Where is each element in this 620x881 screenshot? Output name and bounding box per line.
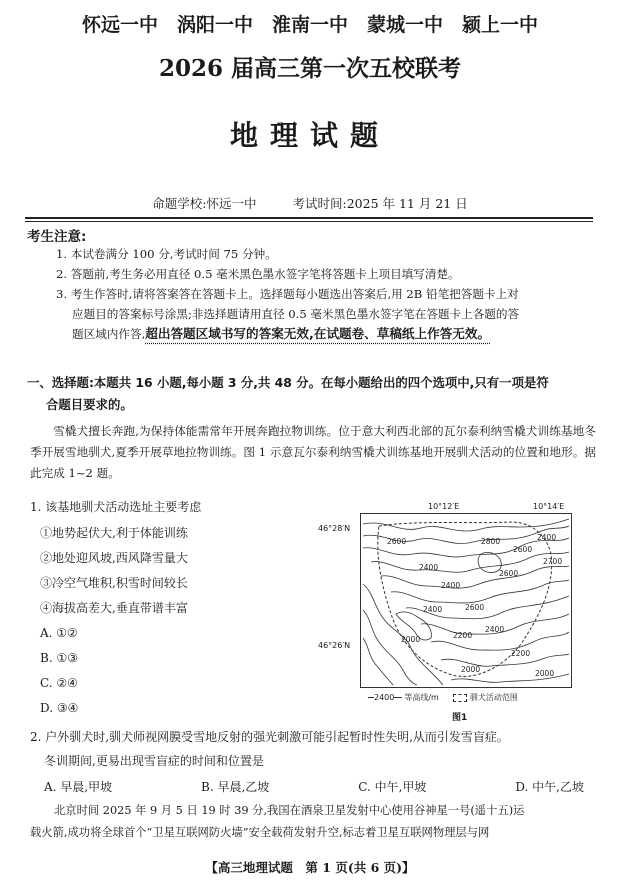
contour-label: 2000 — [535, 669, 555, 678]
exam-title: 2026 届高三第一次五校联考 — [158, 55, 462, 82]
contour-label: 2000 — [401, 635, 421, 644]
q1-stem: 1. 该基地驯犬活动选址主要考虑 — [30, 500, 202, 514]
q1-item: ④海拔高差大,垂直带谱丰富 — [40, 601, 188, 615]
contour-label: 2200 — [511, 649, 531, 658]
note-item: 2. 答题前,考生务必用直径 0.5 毫米黑色墨水签字笔将答题卡上项目填写清楚。 — [56, 267, 460, 281]
contour-label: 2200 — [453, 631, 473, 640]
note-emphasis: 超出答题区域书写的答案无效,在试题卷、草稿纸上作答无效。 — [145, 326, 491, 341]
subject-title: 地理试题 — [229, 119, 390, 152]
q2-stem: 2. 户外驯犬时,驯犬师视网膜受雪地反射的强光刺激可能引起暂时性失明,从而引发雪盲症。 — [30, 730, 509, 744]
contour-label: 2400 — [485, 625, 505, 634]
q1-option-b: B. ①③ — [40, 651, 78, 665]
notes-title: 考生注意: — [27, 229, 87, 245]
contour-label: 2600 — [387, 537, 407, 546]
header-rule-thick — [25, 217, 593, 219]
contour-label: 2000 — [461, 665, 481, 674]
note-item: 3. 考生作答时,请将答案答在答题卡上。选择题每小题选出答案后,用 2B 铅笔把答题卡上对 — [56, 287, 519, 301]
school-list: 怀远一中 涡阳一中 淮南一中 蒙城一中 颍上一中 — [81, 14, 538, 36]
q2-option-a: A. 早晨,甲坡 — [44, 780, 113, 794]
q2-option-d: D. 中午,乙坡 — [515, 780, 584, 794]
legend-contour-sample — [368, 693, 404, 702]
passage-2-line2: 载火箭,成功将全球首个“卫星互联网防火墙”安全载荷发射升空,标志着卫星互联网物理层与网 — [30, 826, 490, 839]
q1-item: ③冷空气堆积,积雪时间较长 — [40, 576, 188, 590]
section1-heading: 一、选择题:本题共 16 小题,每小题 3 分,共 48 分。在每小题给出的四个选项中,只有一项是符 — [27, 375, 549, 390]
contour-map-svg — [361, 514, 571, 687]
contour-line — [363, 519, 569, 531]
q2-option-b: B. 早晨,乙坡 — [201, 780, 270, 794]
note-item-last — [72, 324, 602, 344]
q1-item: ①地势起伏大,利于体能训练 — [40, 526, 188, 540]
contour-line — [363, 610, 417, 685]
q1-option-a: A. ①② — [40, 626, 78, 640]
contour-label: 2800 — [481, 537, 501, 546]
contour-label: 2600 — [513, 545, 533, 554]
note-item: 1. 本试卷满分 100 分,考试时间 75 分钟。 — [56, 247, 277, 261]
map-legend — [368, 692, 573, 703]
map-lat-bottom: 46°26′N — [318, 641, 351, 650]
contour-label: 2400 — [423, 605, 443, 614]
contour-label: 2600 — [499, 569, 519, 578]
section1-heading-cont: 合题目要求的。 — [46, 397, 133, 412]
exam-meta — [0, 194, 620, 212]
legend-area-label: 驯犬活动范围 — [469, 693, 518, 702]
passage-2-line1: 北京时间 2025 年 9 月 5 日 19 时 39 分,我国在酒泉卫星发射中心使用谷神星一号(遥十五)运 — [54, 804, 525, 817]
map-lat-top: 46°28′N — [318, 524, 351, 533]
contour-label: 2400 — [441, 581, 461, 590]
q1-option-c: C. ②④ — [40, 676, 78, 690]
contour-label: 2700 — [543, 557, 563, 566]
passage-1: 雪橇犬擅长奔跑,为保持体能需常年开展奔跑拉物训练。位于意大利西北部的瓦尔泰利纳雪橇犬训练基地冬季开展雪地驯犬,夏季开展草地拉物训练。图 1 示意瓦尔泰利纳雪橇犬训练基地开展驯犬活动的位置和地形。据此完成 1~2 题。 — [30, 424, 596, 480]
contour-line — [431, 632, 569, 650]
note-item: 应题目的答案标号涂黑;非选择题请用直径 0.5 毫米黑色墨水签字笔在答题卡上各题的答 — [72, 307, 520, 321]
figure-caption: 图1 — [452, 713, 468, 723]
q1-option-d: D. ③④ — [40, 701, 79, 715]
topographic-map — [360, 513, 572, 688]
header-rule-thin — [25, 221, 593, 222]
legend-contour-value: 2400 — [374, 693, 395, 702]
legend-area-symbol — [453, 694, 467, 702]
contour-label: 2400 — [419, 563, 439, 572]
map-lon-left: 10°12′E — [428, 502, 460, 511]
contour-line — [363, 638, 393, 685]
q2-option-c: C. 中午,甲坡 — [358, 780, 427, 794]
page-footer: 【高三地理试题 第 1 页(共 6 页)】 — [205, 860, 415, 875]
contour-label: 2600 — [465, 603, 485, 612]
q1-item: ②地处迎风坡,西风降雪量大 — [40, 551, 188, 565]
legend-contour-label: 等高线/m — [404, 693, 439, 702]
map-lon-right: 10°14′E — [533, 502, 565, 511]
q2-options — [44, 778, 584, 795]
contour-line — [478, 552, 501, 572]
q2-stem-cont: 冬训期间,更易出现雪盲症的时间和位置是 — [44, 754, 264, 768]
note-item: 题区域内作答, — [72, 327, 146, 341]
setter-school: 命题学校:怀远一中 — [152, 196, 257, 211]
contour-label: 2400 — [537, 533, 557, 542]
exam-time: 考试时间:2025 年 11 月 21 日 — [292, 196, 468, 211]
